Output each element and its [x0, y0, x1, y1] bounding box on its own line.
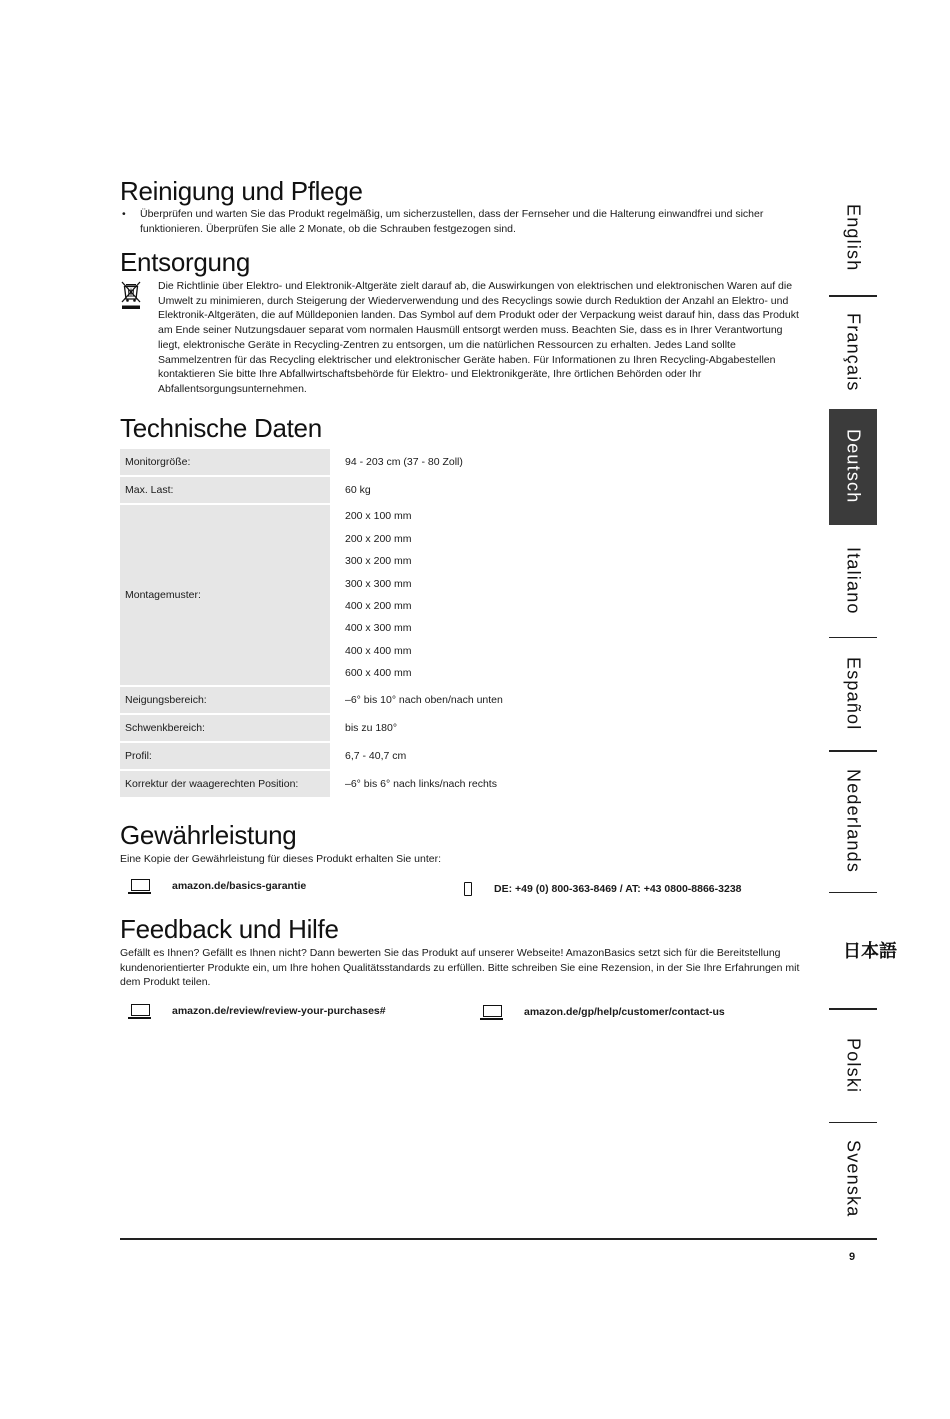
tab-label: Français: [843, 313, 864, 392]
tab-espanol[interactable]: [829, 638, 877, 750]
feedback-text: Gefällt es Ihnen? Gefällt es Ihnen nicht? Dann bewerten Sie das Produkt auf unserer Webseite! AmazonBasics setzt sich für die Bereitstellung kundenorientierter Produkte ein, um Ihre hohen Qualitätsstandards zu erfüllen. Bitte schreiben Sie eine Rezension, in der Sie Ihre Erfahrungen mit dem Produkt teilen.: [120, 947, 800, 989]
section-technical-data: [120, 413, 805, 799]
pattern-value: 300 x 300 mm: [345, 577, 412, 590]
laptop-icon: [128, 1003, 158, 1019]
tab-label: Español: [843, 657, 864, 731]
laptop-icon: [480, 1004, 510, 1020]
contact-link[interactable]: [472, 1004, 725, 1020]
pattern-value: 400 x 400 mm: [345, 644, 412, 657]
tab-italiano[interactable]: [829, 525, 877, 637]
pattern-value: 400 x 300 mm: [345, 622, 412, 635]
disposal-body: [120, 279, 805, 397]
laptop-icon: [128, 878, 158, 894]
tab-english[interactable]: [829, 180, 877, 295]
tab-japanese[interactable]: [829, 893, 897, 1008]
table-row: [120, 505, 805, 685]
review-link[interactable]: [120, 1003, 472, 1019]
heading-warranty: Gewährleistung: [120, 820, 297, 850]
cleaning-bullet-item: [120, 207, 805, 236]
tab-nederlands[interactable]: [829, 752, 877, 892]
phone-icon: [464, 882, 472, 896]
table-row: [120, 687, 805, 713]
tab-label: Deutsch: [843, 429, 864, 504]
tab-francais[interactable]: [829, 297, 877, 409]
table-row: [120, 743, 805, 769]
warranty-phone: [460, 882, 742, 896]
tab-label: Svenska: [843, 1140, 864, 1218]
warranty-link[interactable]: [120, 878, 460, 894]
spec-value: 94 - 203 cm (37 - 80 Zoll): [345, 456, 463, 468]
warranty-link-text[interactable]: amazon.de/basics-garantie: [172, 880, 307, 893]
spec-key: Schwenkbereich:: [120, 715, 340, 741]
heading-technical-data: Technische Daten: [120, 413, 322, 443]
bullet-marker: •: [122, 208, 126, 220]
tab-svenska[interactable]: [829, 1123, 877, 1235]
feedback-links-row: [120, 1002, 805, 1020]
crossed-bin-icon: [120, 279, 158, 397]
page-number: 9: [849, 1251, 856, 1263]
pattern-value: 200 x 200 mm: [345, 532, 412, 545]
footer-divider: [120, 1238, 877, 1240]
spec-key: Monitorgröße:: [120, 449, 340, 475]
tab-label: 日本語: [843, 940, 897, 961]
spec-value: –6° bis 10° nach oben/nach unten: [345, 694, 503, 706]
pattern-value: 400 x 200 mm: [345, 600, 412, 612]
spec-table: [120, 447, 805, 799]
disposal-text: Die Richtlinie über Elektro- und Elektronik-Altgeräte zielt darauf ab, die Auswirkungen von elektrischen und elektronischen Waren auf die Umwelt zu minimieren, durch Steigerung der Wiederverwendung und des Recyclings sowie durch Reduktion der Anzahl an Elektro- und Elektronik-Altgeräten, die auf Mülldeponien landen. Das Symbol auf dem Produkt oder der Verpackung weist darauf hin, dass das Produkt am Ende seiner Nutzungsdauer separat vom normalen Hausmüll entsorgt werden muss. Beachten Sie, dass es in Ihrer Verantwortung liegt, elektronische Geräte in Recycling-Zentren zu entsorgen, um die natürlichen Ressourcen zu erhalten. Jedes Land sollte Sammelzentren für das Recycling elektrischer und elektronischer Geräte haben. Für Informationen zu Ihren Recycling-Abgabestellen kontaktieren Sie bitte Ihre Abfallwirtschaftsbehörde für Elektro- und Elektronikgeräte, Ihre örtlichen Behörden oder Ihr Abfallentsorgungsunternehmen.: [158, 280, 799, 395]
contact-link-text[interactable]: amazon.de/gp/help/customer/contact-us: [524, 1006, 725, 1019]
spec-key: Korrektur der waagerechten Position:: [120, 771, 340, 797]
section-feedback: [120, 914, 805, 1020]
spec-value: –6° bis 6° nach links/nach rechts: [345, 778, 497, 790]
section-cleaning: [120, 176, 805, 236]
warranty-phone-text: DE: +49 (0) 800-363-8469 / AT: +43 0800-8866-3238: [494, 882, 742, 895]
warranty-intro: Eine Kopie der Gewährleistung für dieses Produkt erhalten Sie unter:: [120, 853, 442, 865]
spec-key: Max. Last:: [120, 477, 340, 503]
pattern-value: 200 x 100 mm: [345, 510, 412, 523]
spec-value: 60 kg: [345, 484, 371, 496]
pattern-value: 600 x 400 mm: [345, 667, 412, 680]
heading-disposal: Entsorgung: [120, 247, 250, 277]
spec-value: 6,7 - 40,7 cm: [345, 750, 407, 762]
heading-cleaning: Reinigung und Pflege: [120, 176, 363, 206]
table-row: [120, 449, 805, 475]
tab-label: English: [843, 203, 864, 272]
table-row: [120, 477, 805, 503]
spec-key: Neigungsbereich:: [120, 687, 340, 713]
tab-label: Polski: [843, 1037, 864, 1094]
tab-label: Nederlands: [843, 769, 864, 874]
table-row: [120, 715, 805, 741]
review-link-text[interactable]: amazon.de/review/review-your-purchases#: [172, 1005, 386, 1018]
spec-key: Montagemuster:: [120, 505, 340, 685]
tab-polski[interactable]: [829, 1010, 877, 1122]
tab-deutsch[interactable]: [829, 409, 877, 525]
spec-value: bis zu 180°: [345, 722, 398, 734]
mounting-patterns: [340, 505, 805, 685]
cleaning-text: Überprüfen und warten Sie das Produkt regelmäßig, um sicherzustellen, dass der Fernseher und die Halterung einwandfrei und sicher funktionieren. Überprüfen Sie alle 2 Monate, ob die Schrauben festgezogen sind.: [140, 208, 764, 235]
pattern-value: 300 x 200 mm: [345, 555, 412, 568]
table-row: [120, 771, 805, 797]
warranty-contact-row: [120, 877, 805, 896]
section-warranty: [120, 820, 805, 896]
tab-label: Italiano: [843, 546, 864, 615]
section-disposal: [120, 247, 805, 397]
language-tabs: [829, 180, 897, 1235]
spec-key: Profil:: [120, 743, 340, 769]
heading-feedback: Feedback und Hilfe: [120, 914, 339, 944]
